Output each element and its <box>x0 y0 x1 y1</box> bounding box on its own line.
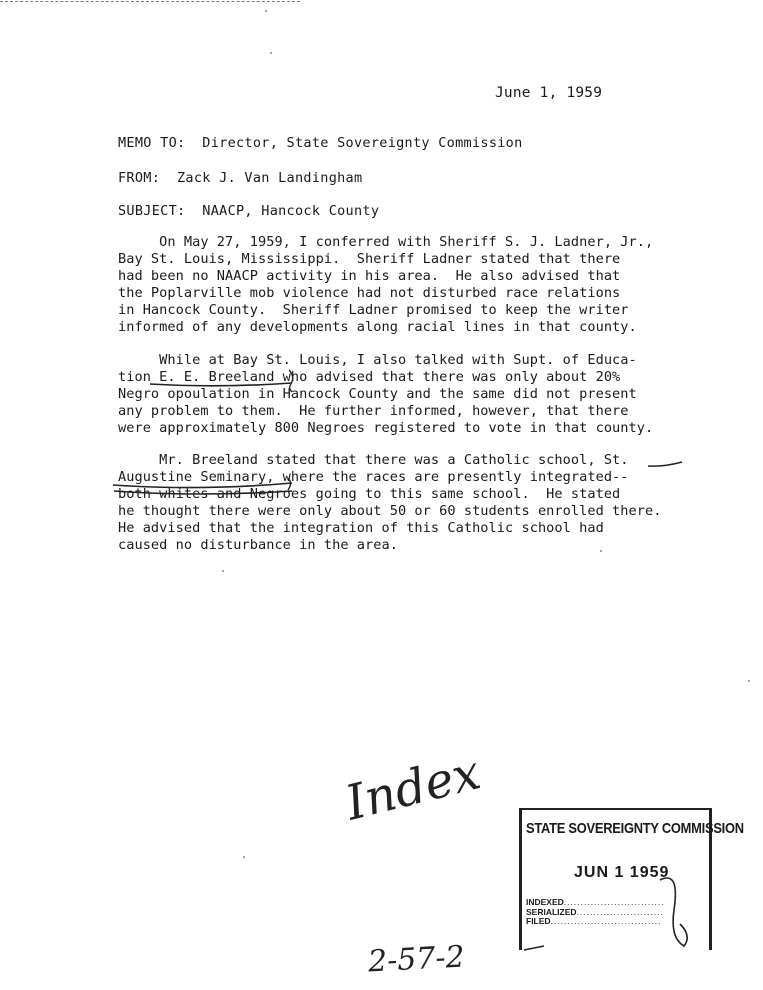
paragraph-line: Mr. Breeland stated that there was a Catholic school, St. <box>118 452 629 468</box>
paragraph-line: Bay St. Louis, Mississippi. Sheriff Ladner stated that there <box>118 250 621 267</box>
strike-both-whites-negroes <box>114 491 292 494</box>
stamp-fields: INDEXED.............................. SERIALIZED.......................... FILED................................. <box>526 897 665 926</box>
paragraph-line: On May 27, 1959, I conferred with Sheriff S. J. Ladner, Jr., <box>118 234 654 250</box>
handwritten-file-number: 2-57-2 <box>367 939 466 980</box>
paragraph-line: He advised that the integration of this Catholic school had <box>118 519 604 536</box>
stamp-field-filed: FILED <box>526 916 551 926</box>
paragraph-line: had been no NAACP activity in his area. He also advised that <box>118 267 621 284</box>
caret-mark <box>289 370 293 392</box>
underline-breeland <box>150 383 292 386</box>
memo-date: June 1, 1959 <box>495 85 603 101</box>
handwritten-index: Index <box>340 744 486 832</box>
received-stamp <box>519 808 744 950</box>
paragraph-line: informed of any developments along racial lines in that county. <box>118 318 637 335</box>
paragraph-line: he thought there were only about 50 or 60 students enrolled there. <box>118 502 662 519</box>
stamp-field-serialized: SERIALIZED <box>526 906 577 917</box>
scan-speck <box>265 10 267 12</box>
paragraph-line: any problem to them. He further informed, however, that there <box>118 402 629 419</box>
memo-from-label: FROM: <box>118 170 161 186</box>
stamp-field-indexed: INDEXED <box>526 897 564 907</box>
stamp-title: STATE SOVEREIGNTY COMMISSION <box>526 820 744 837</box>
memo-to-value: Director, State Sovereignty Commission <box>202 135 523 151</box>
memo-to-label: MEMO TO: <box>118 135 186 151</box>
scan-speck <box>748 680 750 682</box>
underline-st-augustine <box>648 462 682 466</box>
memo-from-value: Zack J. Van Landingham <box>177 170 363 186</box>
paragraph-line: the Poplarville mob violence had not disturbed race relations <box>118 284 621 301</box>
scan-speck <box>270 52 272 54</box>
paragraph-line: were approximately 800 Negroes registered to vote in that county. <box>118 419 654 436</box>
paragraph-line: both whites and Negroes going to this same school. He stated <box>118 485 621 502</box>
memo-subject-label: SUBJECT: <box>118 203 186 219</box>
paragraph-line: caused no disturbance in the area. <box>118 536 398 553</box>
paragraph-line: tion E. E. Breeland who advised that there was only about 20% <box>118 368 621 385</box>
paragraph-line: in Hancock County. Sheriff Ladner promised to keep the writer <box>118 301 629 318</box>
stamp-date: JUN 1 1959 <box>574 864 670 881</box>
scan-speck <box>222 570 224 572</box>
memo-subject-value: NAACP, Hancock County <box>202 203 380 219</box>
scan-speck <box>600 550 602 552</box>
paragraph-line: While at Bay St. Louis, I also talked with Supt. of Educa- <box>118 352 637 368</box>
paragraph-line: Augustine Seminary, where the races are presently integrated-- <box>118 468 629 485</box>
underline-seminary <box>113 483 292 488</box>
scan-speck <box>243 856 245 858</box>
paragraph-line: Negro opoulation in Hancock County and the same did not present <box>118 385 637 402</box>
